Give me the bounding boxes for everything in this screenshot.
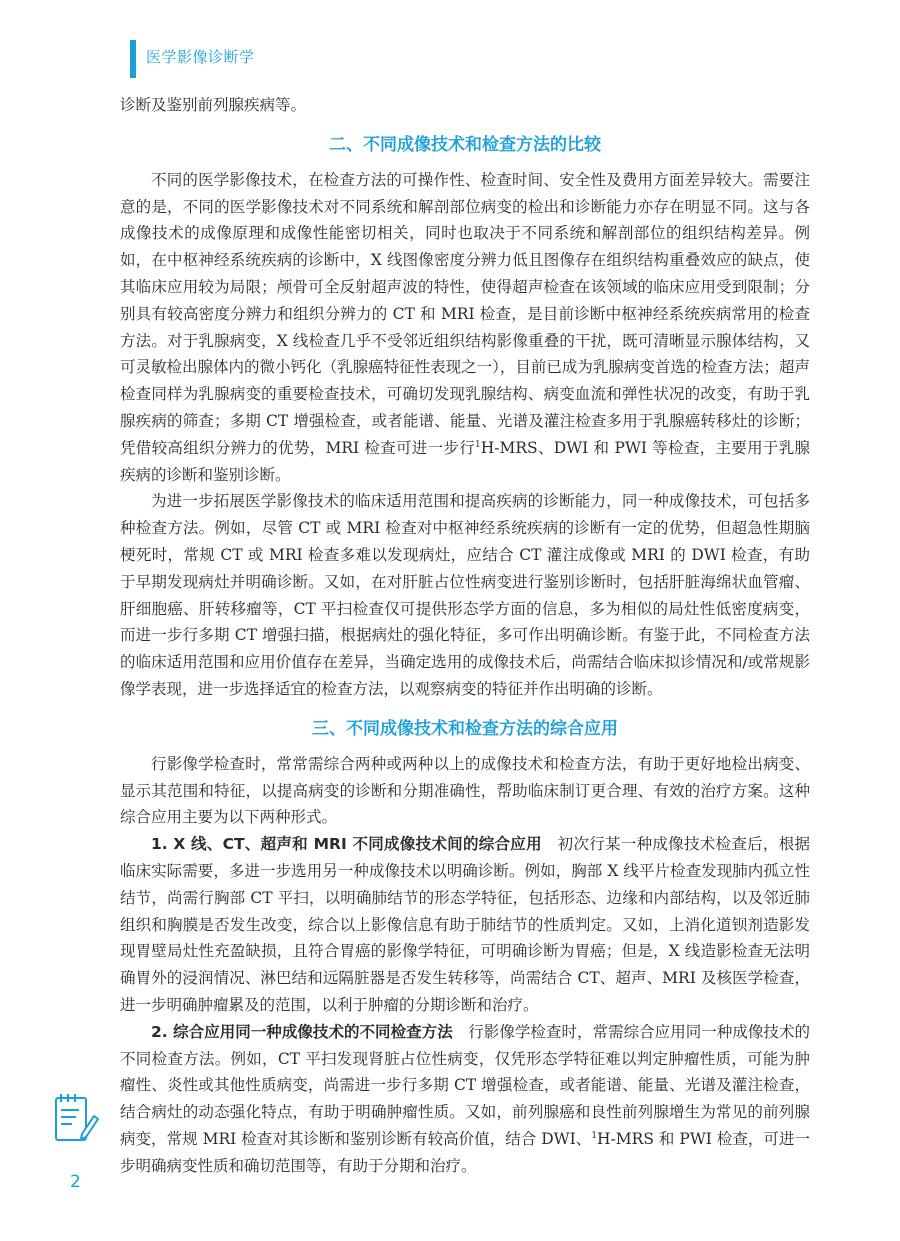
section-2-paragraph-2: 为进一步拓展医学影像技术的临床适用范围和提高疾病的诊断能力，同一种成像技术，可包括多种检查方法。例如，尽管 CT 或 MRI 检查对中枢神经系统疾病的诊断有一定的优势，但超急性期脑梗死时，常规 CT 或 MRI 检查多难以发现病灶，应结合 CT 灌注成像或 MRI 的 DWI 检查，有助于早期发现病灶并明确诊断。又如，在对肝脏占位性病变进行鉴别诊断时，包括肝脏海绵状血管瘤、肝细胞癌、肝转移瘤等，CT 平扫检查仅可提供形态学方面的信息，多为相似的局灶性低密度病变，而进一步行多期 CT 增强扫描，根据病灶的强化特征，多可作出明确诊断。有鉴于此，不同检查方法的临床适用范围和应用价值存在差异，当确定选用的成像技术后，尚需结合临床拟诊情况和/或常规影像学表现，进一步选择适宜的检查方法，以观察病变的特征并作出明确的诊断。 (120, 492, 810, 698)
section-2-paragraph-1 (120, 167, 810, 489)
header-accent-bar (130, 40, 136, 78)
paragraph-text: 不同的医学影像技术，在检查方法的可操作性、检查时间、安全性及费用方面差异较大。需要注意的是，不同的医学影像技术对不同系统和解剖部位病变的检出和诊断能力亦存在明显不同。这与各成像技术的成像原理和成像性能密切相关，同时也取决于不同系统和解剖部位的组织结构差异。例如，在中枢神经系统疾病的诊断中，X 线图像密度分辨力低且图像存在组织结构重叠效应的缺点，使其临床应用较为局限；颅骨可全反射超声波的特性，使得超声检查在该领域的临床应用受到限制；分别具有较高密度分辨力和组织分辨力的 CT 和 MRI 检查，是目前诊断中枢神经系统疾病常用的检查方法。对于乳腺病变，X 线检查几乎不受邻近组织结构影像重叠的干扰，既可清晰显示腺体结构，又可灵敏检出腺体内的微小钙化（乳腺癌特征性表现之一），目前已成为乳腺病变首选的检查方法；超声检查同样为乳腺病变的重要检查技术，可确切发现乳腺结构、病变血流和弹性状况的改变，有助于乳腺疾病的筛查；多期 CT 增强检查，或者能谱、能量、光谱及灌注检查多用于乳腺癌转移灶的诊断；凭借较高组织分辨力的优势，MRI 检查可进一步行 (120, 170, 810, 457)
section-3-paragraph-2 (120, 831, 810, 1019)
superscript-mass-number: 1 (591, 1130, 598, 1141)
page-body (120, 92, 810, 1179)
paragraph-text-tail: H-MRS 和 PWI 检查，可进一步明确病变性质和确切范围等，有助于分期和治疗。 (120, 1129, 810, 1175)
intro-line: 诊断及鉴别前列腺疾病等。 (120, 96, 307, 114)
superscript-mass-number: 1 (475, 439, 481, 450)
section-3-heading: 三、不同成像技术和检查方法的综合应用 (312, 718, 618, 739)
subsection-1-title: 1. X 线、CT、超声和 MRI 不同成像技术间的综合应用 (151, 835, 542, 854)
section-3-paragraph-1: 行影像学检查时，常常需综合两种或两种以上的成像技术和检查方法，有助于更好地检出病变、显示其范围和特征，以提高病变的诊断和分期准确性，帮助临床制订更合理、有效的治疗方案。这种综合应用主要为以下两种形式。 (120, 754, 810, 827)
notebook-pencil-icon (52, 1090, 100, 1146)
section-2-heading: 二、不同成像技术和检查方法的比较 (329, 134, 601, 155)
running-header-title: 医学影像诊断学 (146, 48, 255, 66)
subsection-2-title: 2. 综合应用同一种成像技术的不同检查方法 (151, 1022, 453, 1041)
paragraph-text: 初次行某一种成像技术检查后，根据临床实际需要，多进一步选用另一种成像技术以明确诊断。例如，胸部 X 线平片检查发现肺内孤立性结节，尚需行胸部 CT 平扫，以明确肺结节的形态学特征，包括形态、边缘和内部结构，以及邻近肺组织和胸膜是否发生改变，综合以上影像信息有助于肺结节的性质判定。又如，上消化道钡剂造影发现胃壁局灶性充盈缺损，且符合胃癌的影像学特征，可明确诊断为胃癌；但是，X 线造影检查无法明确胃外的浸润情况、淋巴结和远隔脏器是否发生转移等，尚需结合 CT、超声、MRI 及核医学检查，进一步明确肿瘤累及的范围，以利于肿瘤的分期诊断和治疗。 (120, 835, 810, 1014)
section-3-paragraph-3 (120, 1019, 810, 1180)
paragraph-text-tail: H-MRS、DWI 和 PWI 等检查，主要用于乳腺疾病的诊断和鉴别诊断。 (120, 438, 810, 484)
paragraph-text: 行影像学检查时，常需综合应用同一种成像技术的不同检查方法。例如，CT 平扫发现肾脏占位性病变，仅凭形态学特征难以判定肿瘤性质，可能为肿瘤性、炎性或其他性质病变，尚需进一步行多期 CT 增强检查，或者能谱、能量、光谱及灌注检查，结合病灶的动态强化特点，有助于明确肿瘤性质。又如，前列腺癌和良性前列腺增生为常见的前列腺病变，常规 MRI 检查对其诊断和鉴别诊断有较高价值，结合 DWI、 (120, 1022, 810, 1148)
page-number: 2 (70, 1172, 81, 1192)
